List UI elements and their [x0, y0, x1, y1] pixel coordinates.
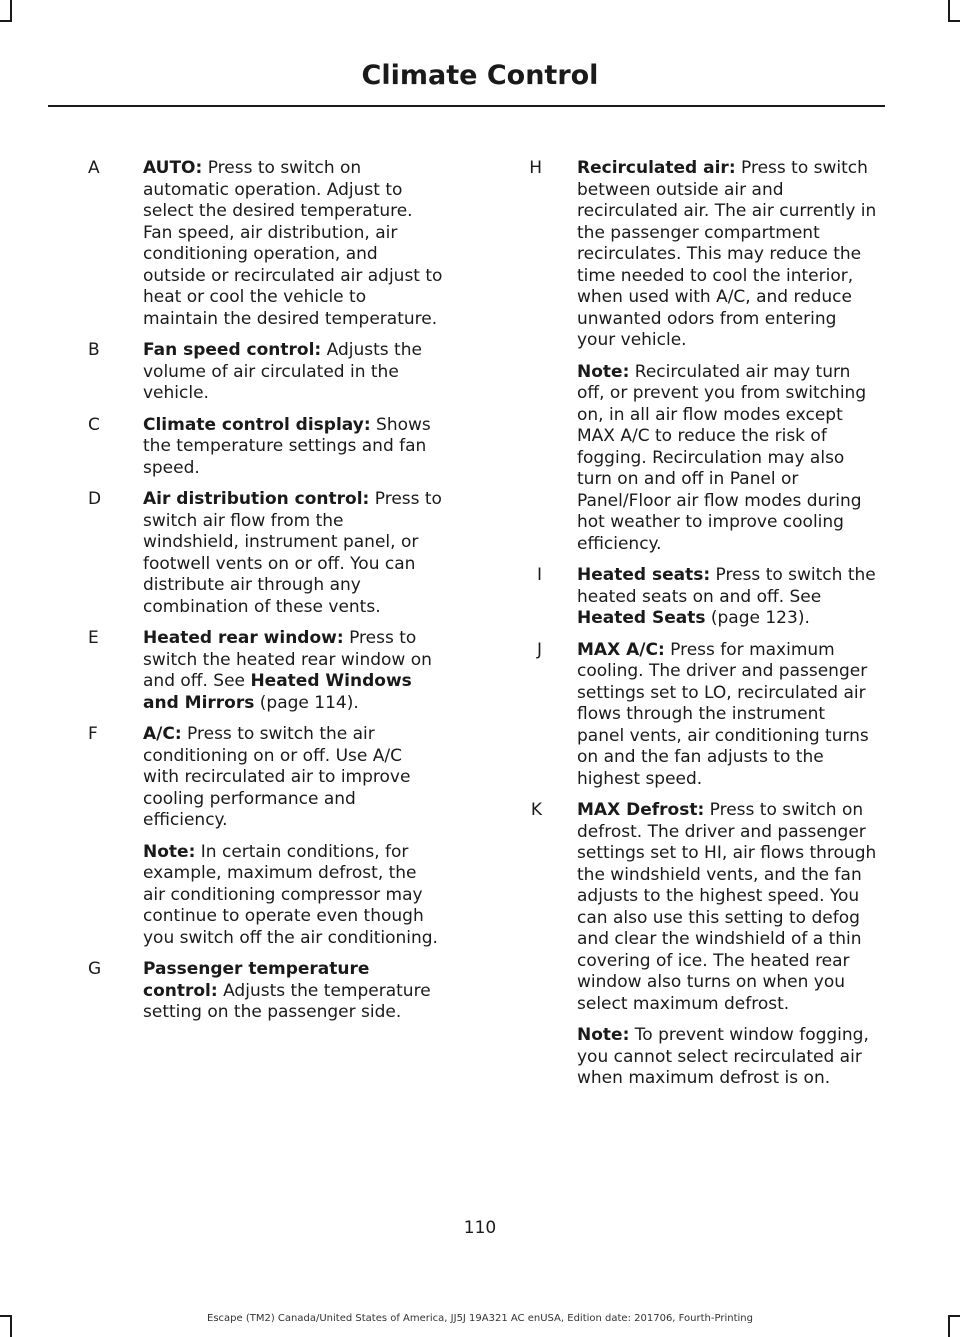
- legend-item-g: [88, 959, 443, 1024]
- legend-item-f: [88, 724, 443, 949]
- note-label: Note:: [577, 361, 630, 382]
- cross-reference-link[interactable]: Heated Seats: [577, 608, 706, 628]
- legend-letter: A: [88, 158, 100, 178]
- right-column: [522, 158, 877, 1100]
- legend-body: Press to switch the heated rear window on and off. See: [143, 628, 432, 691]
- legend-term: Heated rear window:: [143, 628, 344, 648]
- legend-note: [577, 1025, 877, 1090]
- legend-body: Press to switch on defrost. The driver and passenger settings set to HI, air flows through the windshield vents, and the fan adjusts to the highest speed. You can also use this setting to defog and clear the windshield of a thin covering of ice. The heated rear window also turns on when you select maximum defrost.: [577, 800, 877, 1014]
- legend-letter: K: [530, 800, 542, 820]
- cross-reference-page: (page 114).: [259, 692, 359, 713]
- legend-description: [143, 340, 443, 405]
- legend-body: Press for maximum cooling. The driver and passenger settings set to LO, recirculated air flows through the instrument panel vents, air conditioning turns on and the fan adjusts to the highest speed.: [577, 639, 869, 789]
- legend-description: [143, 158, 443, 330]
- legend-body: Press to switch air flow from the windshield, instrument panel, or footwell vents on or off. You can distribute air through any combination of these vents.: [143, 489, 442, 617]
- legend-letter: B: [88, 340, 100, 360]
- page-footer: Escape (TM2) Canada/United States of America, JJ5J 19A321 AC enUSA, Edition date: 201706, Fourth-Printing: [207, 1313, 753, 1324]
- legend-letter: C: [88, 414, 100, 435]
- legend-description: [577, 640, 877, 791]
- legend-description: [143, 628, 443, 714]
- legend-letter: F: [88, 724, 98, 744]
- note-text: To prevent window fogging, you cannot select recirculated air when maximum defrost is on.: [577, 1025, 869, 1088]
- header-rule: [48, 105, 885, 107]
- legend-description: [577, 158, 877, 352]
- legend-body: Press to switch the heated seats on and off. See: [577, 565, 876, 607]
- page-title: Climate Control: [361, 60, 599, 91]
- legend-item-e: [88, 628, 443, 714]
- legend-note: [143, 842, 443, 950]
- legend-letter: G: [88, 959, 102, 979]
- cross-reference-link[interactable]: Heated Windows and Mirrors: [143, 671, 412, 713]
- legend-letter: J: [536, 639, 542, 660]
- legend-body: Press to switch between outside air and recirculated air. The air currently in the passenger compartment recirculates. This may reduce the time needed to cool the interior, when used with A/C, and reduce unwanted odors from entering your vehicle.: [577, 158, 877, 350]
- legend-item-j: [522, 640, 877, 791]
- legend-letter: D: [88, 489, 102, 509]
- legend-letter: H: [529, 158, 542, 178]
- legend-description: [577, 800, 877, 1015]
- page-number: 110: [463, 1218, 497, 1238]
- legend-term: Recirculated air:: [577, 158, 736, 178]
- legend-letter: E: [88, 628, 99, 648]
- legend-letter: I: [536, 565, 542, 585]
- legend-description: [143, 724, 443, 832]
- legend-body: Shows the temperature settings and fan speed.: [143, 414, 431, 478]
- legend-term: MAX Defrost:: [577, 800, 705, 820]
- legend-term: MAX A/C:: [577, 639, 665, 660]
- legend-body: Press to switch on automatic operation. Adjust to select the desired temperature. Fan speed, air distribution, air conditioning operation, and outside or recirculated air adjust to heat or cool the vehicle to maintain the desired temperature.: [143, 158, 443, 329]
- legend-term: A/C:: [143, 724, 182, 744]
- note-text: Recirculated air may turn off, or prevent you from switching on, in all air flow modes except MAX A/C to reduce the risk of fogging. Recirculation may also turn on and off in Panel or Panel/Floor air flow modes during hot weather to improve cooling efficiency.: [577, 361, 867, 554]
- legend-item-k: [522, 800, 877, 1090]
- left-column: [88, 158, 443, 1034]
- legend-body: Press to switch the air conditioning on or off. Use A/C with recirculated air to improve cooling performance and efficiency.: [143, 724, 411, 830]
- legend-body: Adjusts the temperature setting on the passenger side.: [143, 980, 431, 1022]
- legend-item-a: [88, 158, 443, 330]
- legend-description: [143, 415, 443, 480]
- crop-mark: [948, 0, 950, 22]
- crop-mark: [10, 0, 12, 22]
- legend-note: [577, 362, 877, 556]
- legend-description: [143, 959, 443, 1024]
- legend-term: Air distribution control:: [143, 489, 370, 509]
- cross-reference-page: (page 123).: [710, 608, 810, 628]
- legend-term: Fan speed control:: [143, 340, 322, 360]
- crop-mark: [948, 20, 960, 22]
- legend-description: [577, 565, 877, 630]
- legend-term: Climate control display:: [143, 414, 371, 435]
- legend-term: Passenger temperature control:: [143, 959, 370, 1001]
- legend-item-b: [88, 340, 443, 405]
- legend-body: Adjusts the volume of air circulated in the vehicle.: [143, 340, 422, 403]
- note-label: Note:: [577, 1025, 630, 1045]
- note-text: In certain conditions, for example, maximum defrost, the air conditioning compressor may continue to operate even though you switch off the air conditioning.: [143, 841, 438, 948]
- legend-item-d: [88, 489, 443, 618]
- legend-item-i: [522, 565, 877, 630]
- note-label: Note:: [143, 841, 196, 862]
- legend-term: AUTO:: [143, 158, 203, 178]
- legend-description: [143, 489, 443, 618]
- legend-item-c: [88, 415, 443, 480]
- crop-mark: [0, 20, 12, 22]
- legend-item-h: [522, 158, 877, 555]
- legend-term: Heated seats:: [577, 565, 711, 585]
